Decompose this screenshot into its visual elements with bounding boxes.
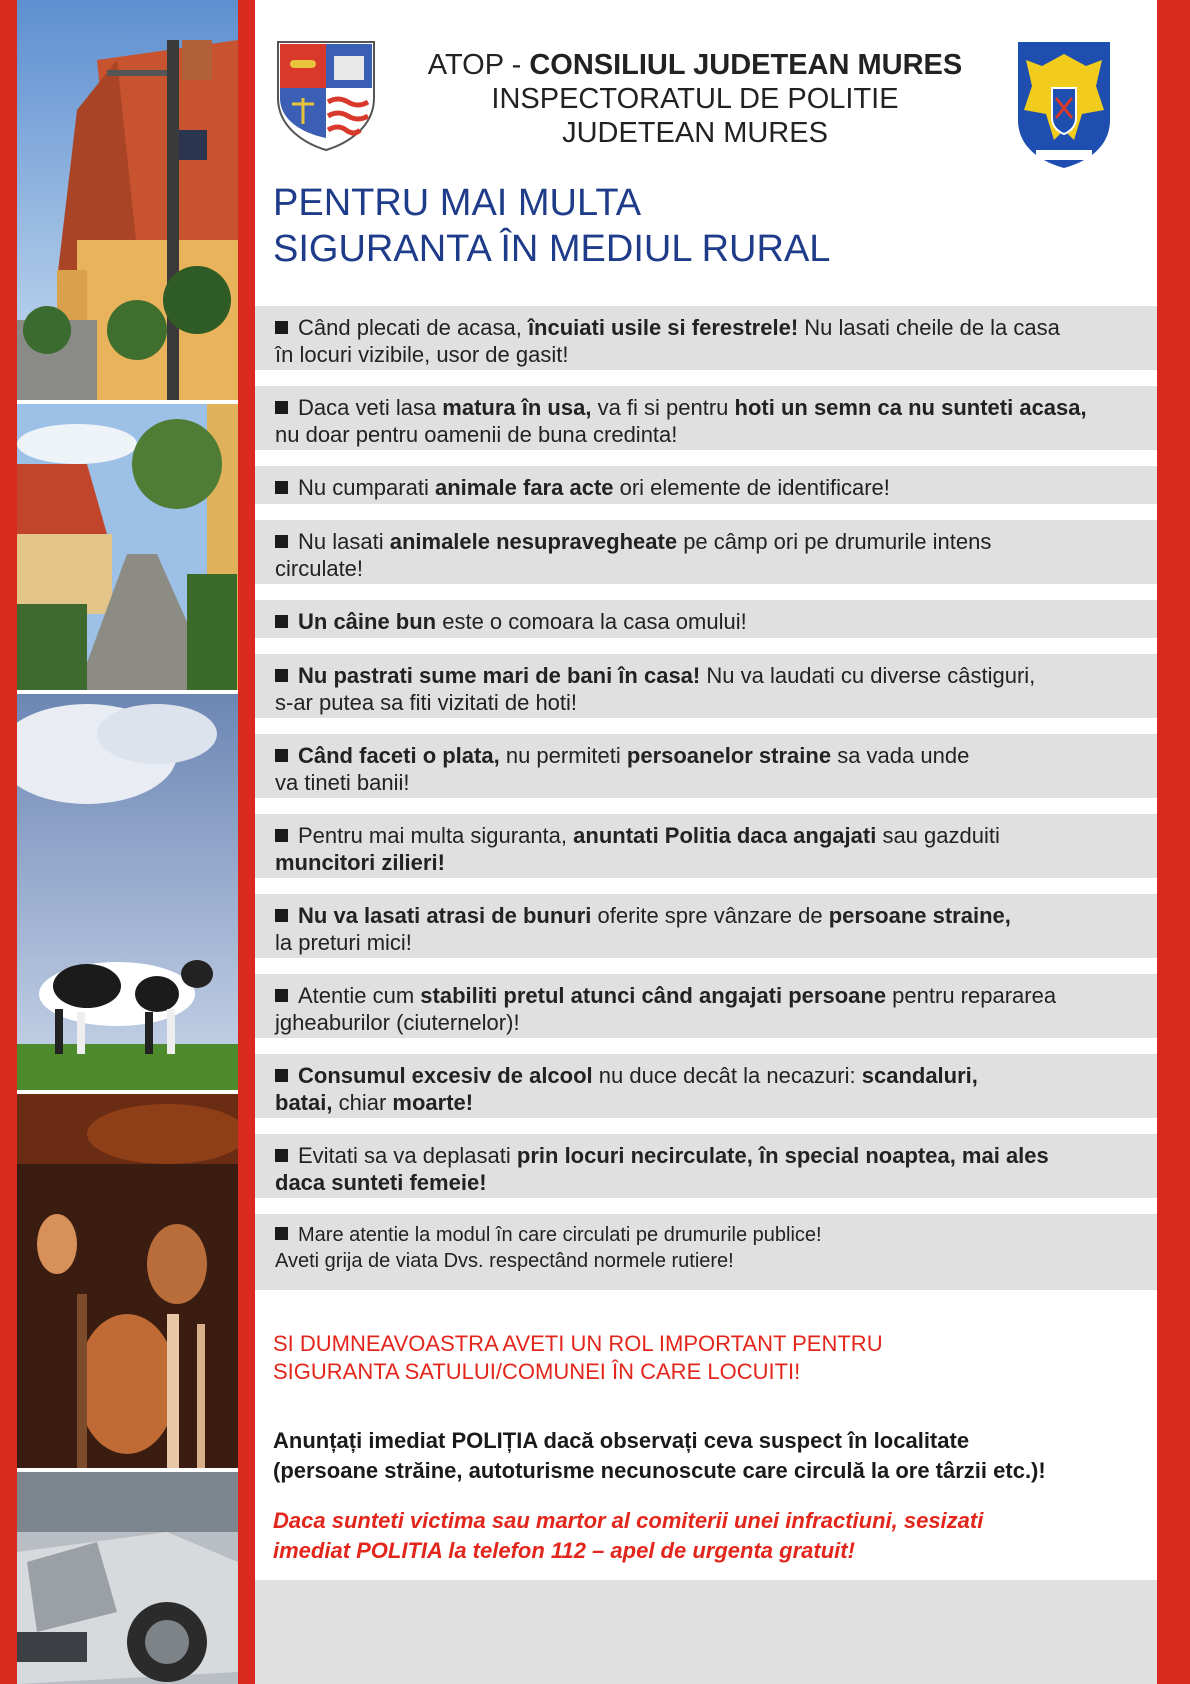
rule-line	[275, 1062, 1145, 1089]
rule-line	[275, 1009, 1145, 1036]
rule-emphasis: animalele nesupravegheate	[389, 529, 678, 554]
rule-emphasis: matura în usa,	[442, 395, 592, 420]
rule-text: Nu va laudati cu diverse câstiguri,	[700, 663, 1036, 688]
rule-text: este o comoara la casa omului!	[436, 609, 747, 634]
bullet-square-icon	[275, 401, 288, 414]
rule-emphasis: daca sunteti femeie!	[275, 1170, 487, 1195]
rule-item	[255, 974, 1157, 1038]
rule-text: Daca veti lasa	[298, 395, 443, 420]
rule-emphasis: Nu va lasati atrasi de bunuri	[298, 903, 592, 928]
rule-emphasis: prin locuri necirculate, în special noaptea, mai ales	[516, 1143, 1049, 1168]
rule-line	[275, 662, 1145, 689]
rule-line	[275, 474, 1145, 501]
rule-text: la preturi mici!	[275, 930, 412, 955]
rule-item	[255, 814, 1157, 878]
bullet-square-icon	[275, 535, 288, 548]
rule-emphasis: scandaluri,	[861, 1063, 978, 1088]
photo-village-house	[17, 0, 238, 400]
rule-emphasis: persoanelor straine	[626, 743, 832, 768]
rule-text: s-ar putea sa fiti vizitati de hoti!	[275, 690, 578, 715]
rule-text: Evitati sa va deplasati	[298, 1143, 517, 1168]
rule-text: Mare atentie la modul în care circulati pe drumurile publice!	[298, 1224, 822, 1246]
photo-bar-bottles	[17, 1094, 238, 1468]
rule-text: ori elemente de identificare!	[613, 475, 890, 500]
rule-text: nu duce decât la necazuri:	[592, 1063, 862, 1088]
rule-emphasis: încuiati usile si ferestrele!	[527, 315, 799, 340]
rule-text: Când plecati de acasa,	[298, 315, 528, 340]
rule-item	[255, 1214, 1157, 1290]
bullet-square-icon	[275, 321, 288, 334]
photo-cow-field	[17, 694, 238, 1090]
bullet-square-icon	[275, 909, 288, 922]
romanian-police-crest-icon	[1016, 40, 1112, 175]
rule-item	[255, 1054, 1157, 1118]
mures-county-crest-icon	[276, 38, 376, 157]
rule-line	[275, 314, 1145, 341]
bullet-square-icon	[275, 481, 288, 494]
rule-text: chiar	[332, 1090, 393, 1115]
rule-line	[275, 822, 1145, 849]
rule-text: sau gazduiti	[876, 823, 1000, 848]
rule-text: oferite spre vânzare de	[591, 903, 829, 928]
page-title: PENTRU MAI MULTA SIGURANTA ÎN MEDIUL RURAL	[273, 182, 831, 270]
bullet-square-icon	[275, 749, 288, 762]
rule-emphasis: moarte!	[392, 1090, 474, 1115]
rule-line	[275, 689, 1145, 716]
rule-emphasis: Când faceti o plata,	[298, 743, 500, 768]
report-suspect-callout: Anunțați imediat POLIȚIA dacă observați ceva suspect în localitate (persoane străine, autoturisme necunoscute care circulă la ore târzii etc.)!	[273, 1428, 1046, 1483]
rule-line	[275, 849, 1145, 876]
rule-line	[275, 742, 1145, 769]
rule-item	[255, 1134, 1157, 1198]
photo-car-crash	[17, 1472, 238, 1684]
rule-text: Aveti grija de viata Dvs. respectând normele rutiere!	[275, 1250, 734, 1272]
rule-emphasis: persoane straine,	[828, 903, 1011, 928]
rule-emphasis: Nu pastrati sume mari de bani în casa!	[298, 663, 701, 688]
rule-line	[275, 769, 1145, 796]
rule-text: nu doar pentru oamenii de buna credinta!	[275, 422, 678, 447]
rule-line	[275, 528, 1145, 555]
rule-line	[275, 902, 1145, 929]
rule-emphasis: Un câine bun	[298, 609, 437, 634]
bullet-square-icon	[275, 1069, 288, 1082]
rule-line	[275, 1222, 1145, 1248]
right-red-border	[1157, 0, 1190, 1684]
rule-text: sa vada unde	[831, 743, 970, 768]
rule-line	[275, 421, 1145, 448]
rule-line	[275, 1248, 1145, 1274]
rule-item	[255, 734, 1157, 798]
rule-text: Pentru mai multa siguranta,	[298, 823, 574, 848]
header-line-3: JUDETEAN MURES	[562, 117, 828, 149]
rule-text: Atentie cum	[298, 983, 421, 1008]
rule-item	[255, 600, 1157, 638]
rule-text: Nu lasati cheile de la casa	[798, 315, 1060, 340]
middle-red-border	[238, 0, 255, 1684]
bullet-square-icon	[275, 615, 288, 628]
bullet-square-icon	[275, 669, 288, 682]
rule-emphasis: Consumul excesiv de alcool	[298, 1063, 593, 1088]
bullet-square-icon	[275, 829, 288, 842]
rule-line	[275, 929, 1145, 956]
rule-text: va tineti banii!	[275, 770, 410, 795]
photo-village-street	[17, 404, 238, 690]
rule-emphasis: hoti un semn ca nu sunteti acasa,	[734, 395, 1087, 420]
rule-text: pe câmp ori pe drumurile intens	[677, 529, 992, 554]
rule-emphasis: animale fara acte	[434, 475, 614, 500]
rule-text: jgheaburilor (ciuternelor)!	[275, 1010, 520, 1035]
rule-line	[275, 1089, 1145, 1116]
rule-item	[255, 386, 1157, 450]
left-red-border	[0, 0, 17, 1684]
community-role-callout: SI DUMNEAVOASTRA AVETI UN ROL IMPORTANT PENTRU SIGURANTA SATULUI/COMUNEI ÎN CARE LOCUITI!	[273, 1331, 883, 1384]
rule-line	[275, 555, 1145, 582]
rule-line	[275, 1169, 1145, 1196]
rule-emphasis: anuntati Politia daca angajati	[573, 823, 877, 848]
rule-emphasis: muncitori zilieri!	[275, 850, 445, 875]
emergency-112-callout: Daca sunteti victima sau martor al comiterii unei infractiuni, sesizati imediat POLITIA la telefon 112 – apel de urgenta gratuit!	[273, 1508, 984, 1563]
photo-strip	[17, 0, 238, 1684]
rule-emphasis: batai,	[275, 1090, 333, 1115]
rule-text: nu permiteti	[499, 743, 627, 768]
rule-line	[275, 394, 1145, 421]
header-line-2: INSPECTORATUL DE POLITIE	[491, 83, 899, 115]
rule-item	[255, 894, 1157, 958]
rule-text: Nu cumparati	[298, 475, 435, 500]
rule-text: circulate!	[275, 556, 364, 581]
rule-item	[255, 654, 1157, 718]
footer-band	[255, 1580, 1157, 1684]
rule-item	[255, 466, 1157, 504]
rule-text: pentru repararea	[886, 983, 1057, 1008]
rule-line	[275, 608, 1145, 635]
rule-text: va fi si pentru	[591, 395, 735, 420]
rule-line	[275, 341, 1145, 368]
rule-line	[275, 1142, 1145, 1169]
rule-line	[275, 982, 1145, 1009]
bullet-square-icon	[275, 989, 288, 1002]
rule-text: Nu lasati	[298, 529, 390, 554]
rule-emphasis: stabiliti pretul atunci când angajati persoane	[420, 983, 887, 1008]
rule-text: în locuri vizibile, usor de gasit!	[275, 342, 569, 367]
header-institutions	[380, 48, 1010, 150]
rule-item	[255, 306, 1157, 370]
bullet-square-icon	[275, 1227, 288, 1240]
rule-item	[255, 520, 1157, 584]
header-line-1: ATOP - CONSILIUL JUDETEAN MURES	[427, 49, 963, 81]
bullet-square-icon	[275, 1149, 288, 1162]
